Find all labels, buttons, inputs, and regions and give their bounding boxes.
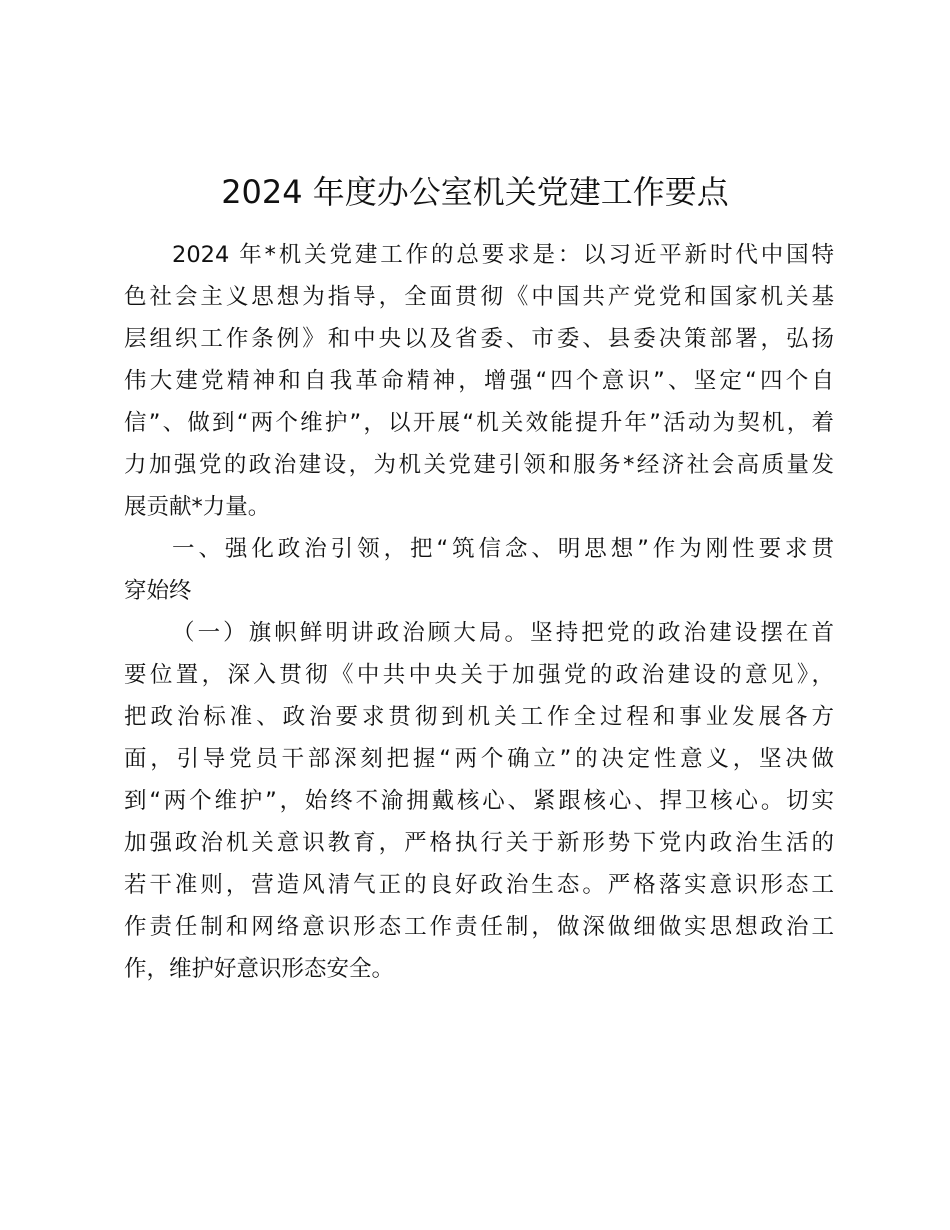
text-line: 到“两个维护”，始终不渝拥戴核心、紧跟核心、捍卫核心。切实 [124,788,834,814]
text-line: 展贡献*力量。 [124,494,271,520]
text-line: 把政治标准、政治要求贯彻到机关工作全过程和事业发展各方 [124,704,834,730]
text-line: （一）旗帜鲜明讲政治顾大局。坚持把党的政治建设摆在首 [172,620,834,646]
document-body [124,234,834,990]
text-line: 要位置，深入贯彻《中共中央关于加强党的政治建设的意见》， [124,662,834,688]
text-line: 伟大建党精神和自我革命精神，增强“四个意识”、坚定“四个自 [124,368,834,394]
document-title: 2024 年度办公室机关党建工作要点 [221,173,729,211]
intro-paragraph [124,234,834,528]
text-line: 一、强化政治引领，把“筑信念、明思想”作为刚性要求贯 [172,536,834,562]
text-line: 色社会主义思想为指导，全面贯彻《中国共产党党和国家机关基 [124,284,834,310]
text-line: 2024 年*机关党建工作的总要求是：以习近平新时代中国特 [172,242,834,268]
text-line: 层组织工作条例》和中央以及省委、市委、县委决策部署，弘扬 [124,326,834,352]
text-line: 面，引导党员干部深刻把握“两个确立”的决定性意义，坚决做 [124,746,834,772]
text-line: 若干准则，营造风清气正的良好政治生态。严格落实意识形态工 [124,872,834,898]
text-line: 穿始终 [124,578,192,604]
text-line: 作，维护好意识形态安全。 [124,956,395,982]
text-line: 信”、做到“两个维护”，以开展“机关效能提升年”活动为契机，着 [124,410,834,436]
text-line: 力加强党的政治建设，为机关党建引领和服务*经济社会高质量发 [124,452,834,478]
section-heading [124,528,834,612]
text-line: 作责任制和网络意识形态工作责任制，做深做细做实思想政治工 [124,914,834,940]
subsection-paragraph [124,612,834,990]
text-line: 加强政治机关意识教育，严格执行关于新形势下党内政治生活的 [124,830,834,856]
